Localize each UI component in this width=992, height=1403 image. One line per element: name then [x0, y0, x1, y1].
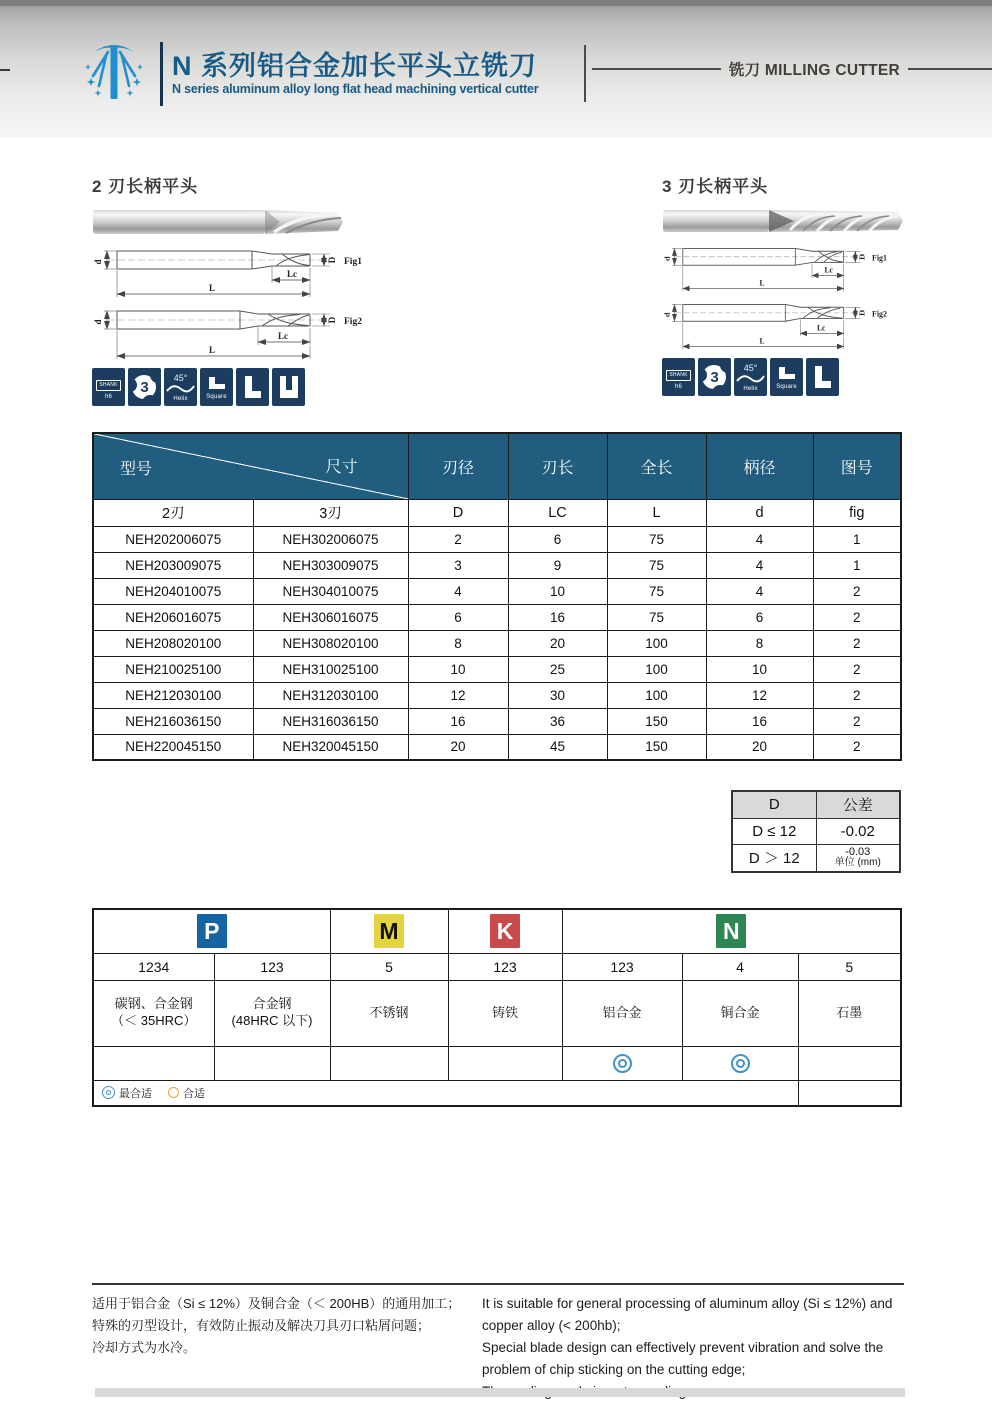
square-end-icon [207, 375, 227, 391]
spec-cell: 75 [607, 526, 706, 552]
best-fit-mark [731, 1054, 750, 1073]
dim-label-L: L [209, 345, 216, 355]
notes-zh [92, 1293, 467, 1359]
spec-subheader-row [93, 499, 901, 526]
material-group-row [93, 909, 901, 953]
spec-cell: 100 [607, 656, 706, 682]
product-heading: 2 刃长柄平头 [92, 177, 199, 196]
dim-label-Lc: Lc [278, 331, 288, 341]
fig-label: Fig2 [344, 317, 362, 327]
material-grade-cell: 123 [448, 953, 562, 980]
material-name-cell [562, 980, 682, 1046]
dim-label-d: d [93, 319, 103, 325]
spec-cell: 2 [813, 708, 901, 734]
spec-cell: 2 [813, 604, 901, 630]
spec-cell: NEH212030100 [93, 682, 253, 708]
tolerance-value: -0.02 [816, 818, 900, 844]
badge-shank [92, 368, 125, 406]
dim-label-D: D [857, 309, 867, 316]
spec-cell: 75 [607, 552, 706, 578]
product-section-3-flute [662, 172, 912, 396]
notes-divider [92, 1283, 904, 1285]
tolerance-col-D: D [732, 791, 816, 818]
spec-cell: 30 [508, 682, 607, 708]
material-group-cell-P [93, 909, 330, 953]
material-names-row [93, 980, 901, 1046]
spec-cell: 3 [408, 552, 508, 578]
material-grade-cell: 5 [798, 953, 901, 980]
badge-corner-u [272, 368, 305, 406]
flute-count-label: 3 [710, 368, 719, 386]
spec-cell: NEH208020100 [93, 630, 253, 656]
spec-row [93, 526, 901, 552]
material-name-line: （＜ 35HRC） [111, 1013, 197, 1028]
fig-label: Fig2 [872, 309, 887, 319]
best-fit-mark [613, 1054, 632, 1073]
spec-cell: 16 [706, 708, 813, 734]
legend-items [94, 1085, 798, 1101]
spec-cell: 36 [508, 708, 607, 734]
material-mark-cell [214, 1046, 330, 1080]
spec-cell: NEH320045150 [253, 734, 408, 760]
shank-tolerance-label: h6 [104, 393, 113, 400]
badge-square [200, 368, 233, 406]
material-legend-row [93, 1080, 901, 1106]
legend-label: 合适 [183, 1087, 205, 1100]
material-grade-cell: 123 [562, 953, 682, 980]
spec-cell: 2 [813, 630, 901, 656]
material-class-badge-K: K [490, 914, 520, 948]
title-end-bar [584, 45, 586, 102]
helix-angle-label: 45° [743, 362, 758, 373]
header-top-strip [0, 0, 992, 6]
col-header-shank-dia: 柄径 [706, 433, 813, 499]
spec-cell: NEH312030100 [253, 682, 408, 708]
spec-cell: 2 [813, 682, 901, 708]
subheader-d: d [706, 499, 813, 526]
col-header-blade-dia: 刃径 [408, 433, 508, 499]
notes-en [482, 1293, 908, 1403]
dim-label-D: D [327, 316, 337, 324]
material-mark-cell [798, 1046, 901, 1080]
col-header-fig-no: 图号 [813, 433, 901, 499]
product-heading: 3 刃长柄平头 [662, 177, 769, 196]
spec-cell: 150 [607, 734, 706, 760]
material-grade-cell: 123 [214, 953, 330, 980]
endmill-photo-3flute [662, 207, 904, 235]
helix-wave-icon [736, 374, 765, 383]
spec-cell: NEH204010075 [93, 578, 253, 604]
material-name-cell [448, 980, 562, 1046]
helix-angle-label: 45° [173, 372, 188, 383]
spec-cell: 12 [408, 682, 508, 708]
dim-label-L: L [209, 283, 216, 293]
spec-row [93, 708, 901, 734]
spec-row [93, 604, 901, 630]
material-group-cell-M [330, 909, 448, 953]
spec-diagonal-cell [93, 433, 408, 499]
spec-cell: NEH210025100 [93, 656, 253, 682]
material-name-cell [330, 980, 448, 1046]
spec-cell: 9 [508, 552, 607, 578]
drawing-fig1-2flute [92, 243, 392, 301]
badge-flute [698, 358, 731, 396]
tolerance-value: -0.03 [845, 845, 871, 858]
badge-strip [92, 368, 392, 406]
tolerance-table [731, 790, 901, 873]
shank-tolerance-label: h6 [674, 383, 683, 390]
note-line: Special blade design can effectively prevent vibration and solve the problem of chip sticking on the cutting edge; [482, 1340, 884, 1377]
material-mark-cell [93, 1046, 214, 1080]
page-subtitle: N series aluminum alloy long flat head machining vertical cutter [172, 82, 539, 96]
badge-flute [128, 368, 161, 406]
square-end-icon [777, 365, 797, 381]
spec-cell: NEH308020100 [253, 630, 408, 656]
spec-cell: 2 [813, 578, 901, 604]
dim-label-D: D [857, 253, 867, 260]
size-header-label: 尺寸 [325, 459, 358, 476]
legend-cell [93, 1080, 798, 1106]
col-header-blade-len: 刃长 [508, 433, 607, 499]
spec-cell: NEH303009075 [253, 552, 408, 578]
spec-cell: 2 [813, 656, 901, 682]
material-class-badge-N: N [716, 914, 746, 948]
spec-cell: 150 [607, 708, 706, 734]
title-divider [160, 42, 163, 106]
tolerance-row [732, 844, 900, 872]
spec-cell: 4 [408, 578, 508, 604]
spec-cell: 45 [508, 734, 607, 760]
fig-label: Fig1 [344, 257, 362, 267]
spec-cell: 20 [508, 630, 607, 656]
material-group-cell-K [448, 909, 562, 953]
brand-logo-icon [84, 34, 144, 114]
spec-cell: 100 [607, 682, 706, 708]
spec-row [93, 734, 901, 760]
shank-label: SHANK [96, 380, 120, 391]
material-name-cell [93, 980, 214, 1046]
legend-empty-cell [798, 1080, 901, 1106]
note-line: 适用于铝合金（Si ≤ 12%）及铜合金（＜ 200HB）的通用加工； [92, 1296, 461, 1311]
material-name-cell [798, 980, 901, 1046]
dim-label-Lc: Lc [817, 323, 826, 333]
corner-l-icon [812, 364, 834, 390]
endmill-photo-2flute [92, 207, 344, 237]
spec-header-row [93, 433, 901, 499]
spec-cell: 1 [813, 552, 901, 578]
spec-cell: 16 [408, 708, 508, 734]
helix-label: Helix [743, 385, 758, 392]
material-mark-cell [682, 1046, 798, 1080]
dim-label-L: L [759, 278, 765, 288]
header-rule-right [908, 68, 992, 70]
material-group-cell-N [562, 909, 901, 953]
badge-strip [662, 358, 912, 396]
material-name-line: 铸铁 [491, 1004, 518, 1020]
material-mark-cell [448, 1046, 562, 1080]
subheader-L: L [607, 499, 706, 526]
corner-l-icon [242, 374, 264, 400]
spec-cell: 20 [408, 734, 508, 760]
note-line: 特殊的刃型设计，有效防止振动及解决刀具刃口粘屑问题； [92, 1318, 431, 1333]
spec-table-body [93, 526, 901, 760]
spec-cell: 100 [607, 630, 706, 656]
tolerance-col-value: 公差 [816, 791, 900, 818]
spec-cell: 6 [408, 604, 508, 630]
spec-cell: 12 [706, 682, 813, 708]
fig-label: Fig1 [872, 253, 887, 263]
helix-wave-icon [166, 384, 195, 393]
legend-label: 最合适 [119, 1087, 152, 1100]
spec-cell: 2 [408, 526, 508, 552]
spec-cell: 75 [607, 604, 706, 630]
material-name-cell [682, 980, 798, 1046]
material-name-line: 铝合金 [602, 1004, 642, 1020]
tolerance-header-row [732, 791, 900, 818]
spec-cell: 6 [508, 526, 607, 552]
material-mark-cell [562, 1046, 682, 1080]
spec-row [93, 682, 901, 708]
spec-cell: 4 [706, 526, 813, 552]
flute-count-label: 3 [140, 378, 149, 396]
page-title: N 系列铝合金加长平头立铣刀 [172, 51, 537, 81]
legend-item [168, 1085, 205, 1101]
drawing-fig2-3flute [662, 297, 912, 353]
material-name-line: 合金钢 [252, 996, 292, 1012]
spec-cell: 2 [813, 734, 901, 760]
shank-label: SHANK [666, 370, 690, 381]
page-header [0, 0, 992, 138]
note-line: It is suitable for general processing of aluminum alloy (Si ≤ 12%) and copper alloy (< 200hb); [482, 1296, 893, 1333]
spec-cell: 10 [706, 656, 813, 682]
material-mark-cell [330, 1046, 448, 1080]
material-grade-cell: 4 [682, 953, 798, 980]
header-right-group [592, 60, 992, 78]
dim-label-Lc: Lc [824, 265, 833, 275]
tolerance-row [732, 818, 900, 844]
material-name-line: 石墨 [836, 1004, 863, 1020]
spec-row [93, 552, 901, 578]
spec-row [93, 656, 901, 682]
unit-note: 单位 (mm) [834, 857, 881, 869]
spec-row [93, 630, 901, 656]
spec-cell: NEH206016075 [93, 604, 253, 630]
subheader-2flute: 2刃 [93, 499, 253, 526]
material-table [92, 908, 902, 1107]
dim-label-d: d [662, 312, 672, 318]
badge-square [770, 358, 803, 396]
spec-cell: NEH202006075 [93, 526, 253, 552]
material-name-cell [214, 980, 330, 1046]
subheader-LC: LC [508, 499, 607, 526]
spec-cell: 20 [706, 734, 813, 760]
material-name-line: (48HRC 以下) [231, 1013, 313, 1028]
legend-item [102, 1085, 152, 1101]
note-line: 冷却方式为水冷。 [92, 1340, 197, 1355]
badge-shank [662, 358, 695, 396]
dim-label-d: d [93, 259, 103, 265]
material-name-line: 铜合金 [720, 1004, 760, 1020]
spec-cell: 75 [607, 578, 706, 604]
corner-u-icon [277, 374, 301, 400]
square-label: Square [776, 383, 797, 390]
material-grade-cell: 1234 [93, 953, 214, 980]
spec-cell: NEH216036150 [93, 708, 253, 734]
product-section-2-flute [92, 172, 392, 406]
material-grades-row [93, 953, 901, 980]
helix-label: Helix [173, 395, 188, 402]
best-fit-legend-icon [102, 1086, 115, 1099]
dim-label-Lc: Lc [287, 269, 297, 279]
spec-cell: NEH306016075 [253, 604, 408, 630]
spec-cell: 1 [813, 526, 901, 552]
dim-label-L: L [759, 336, 765, 346]
spec-cell: 4 [706, 552, 813, 578]
header-rule-left [0, 69, 10, 71]
col-header-total-len: 全长 [607, 433, 706, 499]
subheader-3flute: 3刃 [253, 499, 408, 526]
badge-helix [164, 368, 197, 406]
material-marks-row [93, 1046, 901, 1080]
footer-band [95, 1388, 905, 1397]
dim-label-d: d [662, 256, 672, 262]
spec-cell: 6 [706, 604, 813, 630]
badge-helix [734, 358, 767, 396]
model-header-label: 型号 [120, 460, 153, 478]
spec-row [93, 578, 901, 604]
material-name-line: 碳钢、合金钢 [114, 996, 193, 1012]
tolerance-range: D ＞ 12 [732, 844, 816, 872]
spec-cell: NEH220045150 [93, 734, 253, 760]
spec-cell: 8 [408, 630, 508, 656]
spec-cell: 10 [508, 578, 607, 604]
square-label: Square [206, 393, 227, 400]
spec-cell: NEH302006075 [253, 526, 408, 552]
tolerance-value-with-unit [816, 844, 900, 872]
spec-cell: 4 [706, 578, 813, 604]
material-class-badge-P: P [197, 914, 227, 948]
material-name-line: 不锈钢 [369, 1004, 409, 1020]
material-grade-cell: 5 [330, 953, 448, 980]
header-rule-mid [592, 68, 721, 70]
subheader-D: D [408, 499, 508, 526]
spec-cell: NEH316036150 [253, 708, 408, 734]
spec-cell: 8 [706, 630, 813, 656]
material-class-badge-M: M [374, 914, 404, 948]
subheader-fig: fig [813, 499, 901, 526]
spec-cell: 10 [408, 656, 508, 682]
badge-corner-l [236, 368, 269, 406]
spec-cell: NEH310025100 [253, 656, 408, 682]
suitable-legend-icon [168, 1087, 179, 1098]
dim-label-D: D [327, 256, 337, 264]
spec-table [92, 432, 902, 761]
tolerance-range: D ≤ 12 [732, 818, 816, 844]
badge-corner-l [806, 358, 839, 396]
spec-cell: NEH304010075 [253, 578, 408, 604]
spec-cell: NEH203009075 [93, 552, 253, 578]
spec-cell: 16 [508, 604, 607, 630]
drawing-fig1-3flute [662, 241, 912, 295]
spec-cell: 25 [508, 656, 607, 682]
drawing-fig2-2flute [92, 303, 392, 363]
section-category-label: 铣刀 MILLING CUTTER [728, 62, 900, 79]
